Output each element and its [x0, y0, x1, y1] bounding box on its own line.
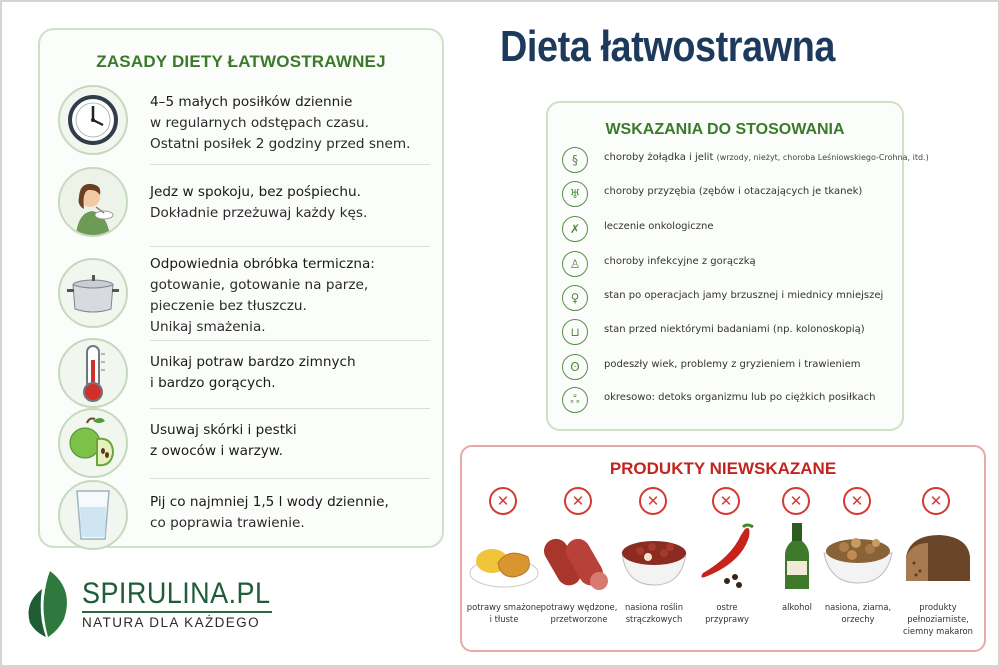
rule-row — [54, 478, 428, 548]
rule-text — [150, 420, 430, 462]
rule-row — [54, 164, 428, 246]
forbidden-products-panel — [460, 445, 986, 652]
product-caption — [612, 601, 696, 625]
rule-text — [150, 92, 430, 155]
caption-line: przetworzone — [550, 614, 608, 624]
rule-text — [150, 182, 430, 224]
rule-line: Unikaj smażenia. — [150, 319, 266, 335]
caption-line: potrawy wędzone, — [540, 602, 618, 612]
caption-line: ciemny makaron — [903, 626, 973, 636]
indication-item — [562, 319, 898, 347]
rule-text — [150, 254, 430, 338]
eating-woman-icon — [58, 167, 128, 237]
forbidden-x-icon: ✕ — [712, 487, 740, 515]
rule-row — [54, 408, 428, 478]
rule-line: Jedz w spokoju, bez pośpiechu. — [150, 184, 361, 200]
elderly-icon: ʘ — [562, 354, 588, 380]
ribbon-icon: ✗ — [562, 216, 588, 242]
detox-icon: ஃ — [562, 387, 588, 413]
spirulina-logo[interactable] — [20, 565, 290, 645]
caption-line: orzechy — [841, 614, 875, 624]
forbidden-x-icon: ✕ — [782, 487, 810, 515]
indications-panel — [546, 101, 929, 431]
indication-label — [604, 152, 929, 163]
rule-line: co poprawia trawienie. — [150, 515, 305, 531]
indication-note: (wrzody, nieżyt, choroba Leśniowskiego-Crohna, itd.) — [716, 153, 929, 162]
rule-text — [150, 352, 430, 394]
indication-item — [562, 216, 898, 244]
forbidden-x-icon: ✕ — [639, 487, 667, 515]
product-caption — [537, 601, 621, 625]
caption-line: ostre — [716, 602, 738, 612]
rules-title: ZASADY DIETY ŁATWOSTRAWNEJ — [96, 52, 386, 71]
chili-pepper-icon — [691, 523, 763, 591]
product-item — [468, 487, 540, 647]
rule-line: Odpowiednia obróbka termiczna: — [150, 256, 375, 272]
caption-line: nasiona, ziarna, — [824, 602, 892, 612]
forbidden-x-icon: ✕ — [489, 487, 517, 515]
rule-line: gotowanie, gotowanie na parze, — [150, 277, 369, 293]
indication-label: choroby przyzębia (zębów i otaczających je tkanek) — [604, 186, 863, 197]
thermometer-icon — [58, 338, 128, 408]
indication-label: podeszły wiek, problemy z gryzieniem i trawieniem — [604, 359, 861, 370]
product-caption — [896, 601, 980, 637]
caption-line: potrawy smażone — [466, 602, 542, 612]
caption-line: produkty pełnoziarniste, — [907, 602, 969, 624]
indication-text: choroby żołądka i jelit — [604, 152, 714, 163]
clock-icon — [58, 85, 128, 155]
caption-line: strączkowych — [625, 614, 683, 624]
rule-line: i bardzo gorących. — [150, 375, 276, 391]
wholegrain-bread-icon — [896, 523, 980, 591]
indication-item — [562, 354, 898, 382]
indication-item — [562, 181, 898, 209]
product-item — [691, 487, 763, 647]
stomach-icon: § — [562, 147, 588, 173]
apple-icon — [58, 408, 128, 478]
indication-label: stan po operacjach jamy brzusznej i miednicy mniejszej — [604, 290, 884, 301]
indication-item — [562, 251, 898, 279]
indication-item — [562, 147, 929, 175]
rule-line: 4–5 małych posiłków dziennie — [150, 94, 353, 110]
forbidden-x-icon: ✕ — [843, 487, 871, 515]
forbidden-x-icon: ✕ — [922, 487, 950, 515]
intestine-icon: ⊔ — [562, 319, 588, 345]
rule-line: pieczenie bez tłuszczu. — [150, 298, 307, 314]
caption-line: nasiona roślin — [624, 602, 684, 612]
indication-label: stan przed niektórymi badaniami (np. kolonoskopią) — [604, 324, 865, 335]
rules-panel — [38, 28, 444, 548]
abdomen-icon: ♀ — [562, 285, 588, 311]
product-item — [618, 487, 690, 647]
logo-tagline: NATURA DLA KAŻDEGO — [82, 615, 260, 630]
rule-text — [150, 492, 430, 534]
indications-title: WSKAZANIA DO STOSOWANIA — [605, 121, 845, 138]
fever-icon: ♙ — [562, 251, 588, 277]
indication-item — [562, 387, 898, 415]
product-item — [896, 487, 980, 647]
caption-line: przyprawy — [705, 614, 749, 624]
indication-item — [562, 285, 898, 313]
product-caption — [462, 601, 546, 625]
indication-label: okresowo: detoks organizmu lub po ciężkich posiłkach — [604, 392, 876, 403]
water-glass-icon — [58, 480, 128, 550]
logo-name: SPIRULINA.PL — [82, 577, 271, 610]
page-title: Dieta łatwostrawna — [500, 22, 836, 71]
rule-line: w regularnych odstępach czasu. — [150, 115, 369, 131]
rule-line: Unikaj potraw bardzo zimnych — [150, 354, 356, 370]
beans-bowl-icon — [618, 523, 690, 591]
rule-row — [54, 340, 428, 408]
cooking-pot-icon — [58, 258, 128, 328]
caption-line: alkohol — [782, 602, 812, 612]
rule-line: z owoców i warzyw. — [150, 443, 283, 459]
rule-line: Ostatni posiłek 2 godziny przed snem. — [150, 136, 411, 152]
rule-line: Dokładnie przeżuwaj każdy kęs. — [150, 205, 368, 221]
leaf-logo-icon — [20, 567, 78, 639]
fried-food-icon — [468, 523, 540, 591]
product-item — [816, 487, 900, 647]
rule-row — [54, 82, 428, 162]
nuts-bowl-icon — [816, 523, 900, 591]
smoked-sausage-icon — [543, 523, 615, 591]
product-item — [540, 487, 618, 647]
indication-label: choroby infekcyjne z gorączką — [604, 256, 756, 267]
rule-row — [54, 246, 428, 340]
rule-line: Usuwaj skórki i pestki — [150, 422, 297, 438]
forbidden-title: PRODUKTY NIEWSKAZANE — [609, 459, 837, 478]
rule-line: Pij co najmniej 1,5 l wody dziennie, — [150, 494, 389, 510]
logo-divider — [82, 611, 272, 613]
forbidden-x-icon: ✕ — [564, 487, 592, 515]
caption-line: i tłuste — [489, 614, 519, 624]
tooth-icon: ♅ — [562, 181, 588, 207]
indication-label: leczenie onkologiczne — [604, 221, 714, 232]
product-caption — [816, 601, 900, 625]
